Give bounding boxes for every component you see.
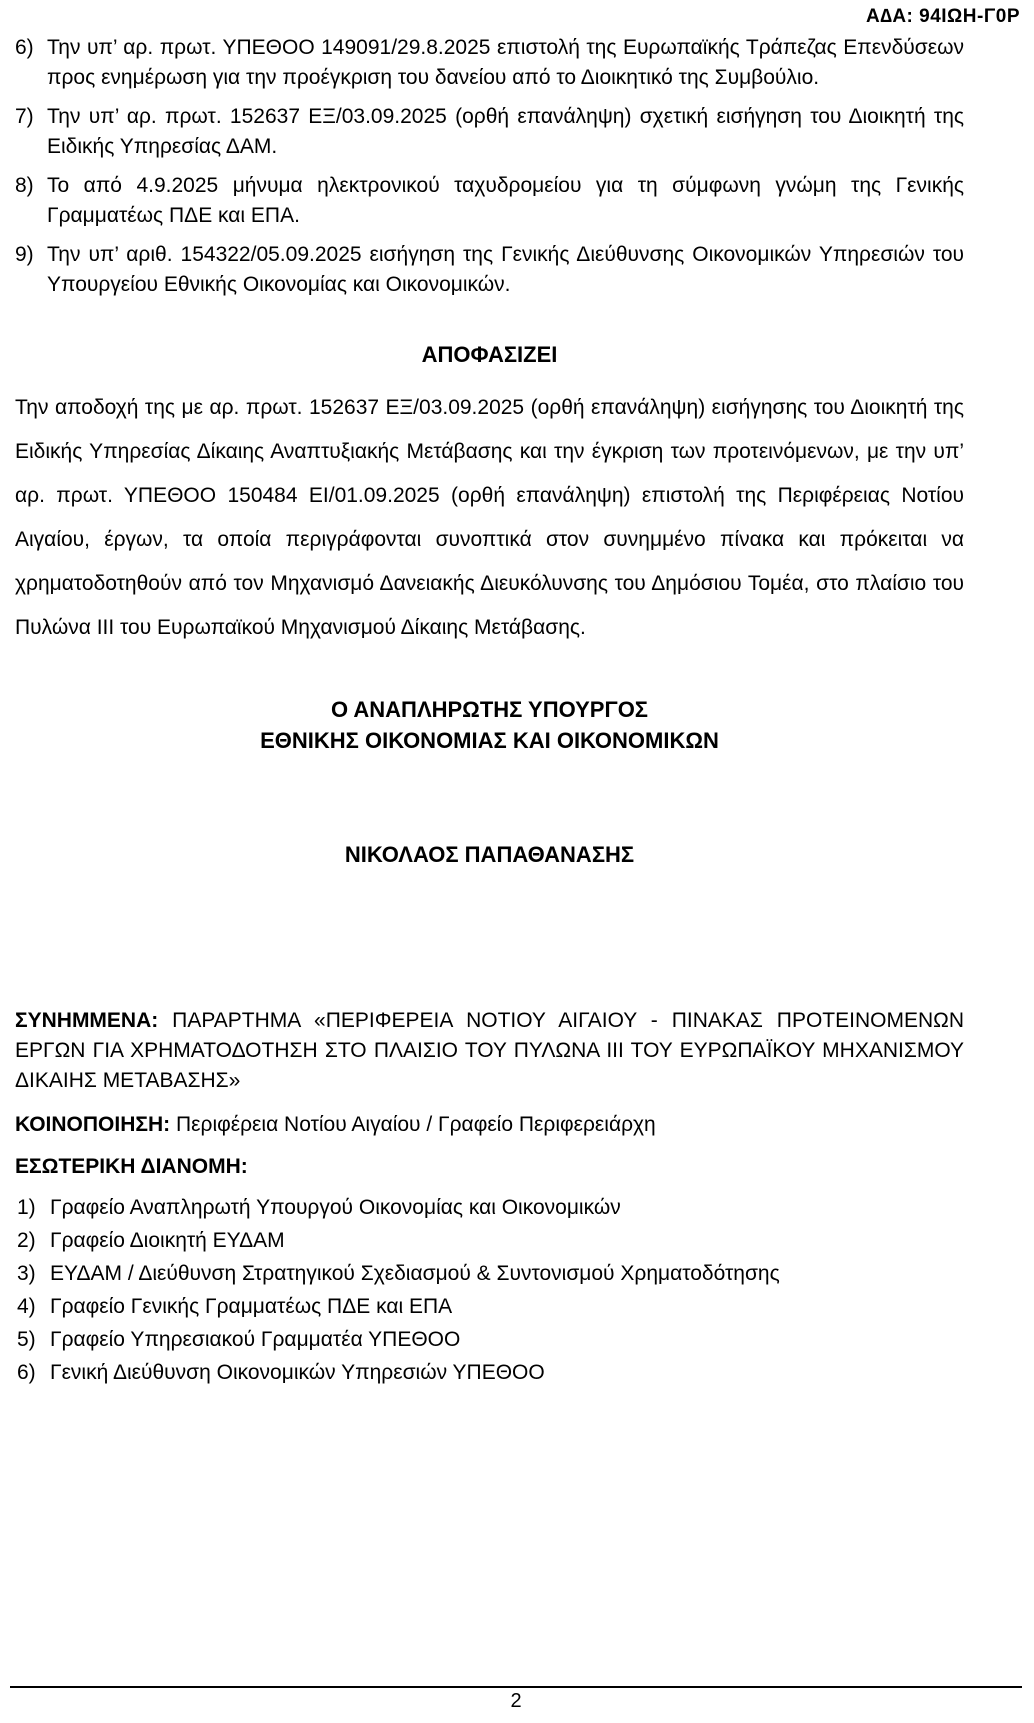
attachments-text: ΠΑΡΑΡΤΗΜΑ «ΠΕΡΙΦΕΡΕΙΑ ΝΟΤΙΟΥ ΑΙΓΑΙΟΥ - ΠΙΝΑΚΑΣ ΠΡΟΤΕΙΝΟΜΕΝΩΝ ΕΡΓΩΝ ΓΙΑ ΧΡΗΜΑΤΟΔΟΤΗΣΗ ΣΤΟ ΠΛΑΙΣΙΟ ΤΟΥ ΠΥΛΩΝΑ ΙΙΙ ΤΟΥ ΕΥΡΩΠΑΪΚΟΥ ΜΗΧΑΝΙΣΜΟΥ ΔΙΚΑΙΗΣ ΜΕΤΑΒΑΣΗΣ» <box>15 1009 964 1092</box>
internal-distribution-heading: ΕΣΩΤΕΡΙΚΗ ΔΙΑΝΟΜΗ: <box>15 1155 248 1178</box>
minister-title-line1: Ο ΑΝΑΠΛΗΡΩΤΗΣ ΥΠΟΥΡΓΟΣ <box>330 697 649 722</box>
distribution-item-text: Γραφείο Γενικής Γραμματέως ΠΔΕ και ΕΠΑ <box>50 1295 453 1318</box>
reference-item-number: 9) <box>15 243 34 266</box>
reference-item-7 <box>15 102 964 162</box>
distribution-item-number: 2) <box>17 1229 36 1252</box>
distribution-item-text: Γραφείο Διοικητή ΕΥΔΑΜ <box>50 1229 285 1252</box>
reference-item-number: 8) <box>15 174 34 197</box>
distribution-item-text: Γραφείο Αναπληρωτή Υπουργού Οικονομίας και Οικονομικών <box>50 1196 621 1219</box>
decision-body: Την αποδοχή της με αρ. πρωτ. 152637 ΕΞ/03.09.2025 (ορθή επανάληψη) εισήγησης του Διοικητή της Ειδικής Υπηρεσίας Δίκαιης Αναπτυξιακής Μετάβασης και την έγκριση των προτεινόμενων, με την υπ’ αρ. πρωτ. ΥΠΕΘΟΟ 150484 ΕΙ/01.09.2025 (ορθή επανάληψη) επιστολή της Περιφέρειας Νοτίου Αιγαίου, έργων, τα οποία περιγράφονται συνοπτικά στον συνημμένο πίνακα και πρόκειται να χρηματοδοτηθούν από τον Μηχανισμό Δανειακής Διευκόλυνσης του Δημόσιου Τομέα, στο πλαίσιο του Πυλώνα ΙΙΙ του Ευρωπαϊκού Μηχανισμού Δίκαιης Μετάβασης. <box>15 396 964 639</box>
document-content <box>15 0 964 1389</box>
distribution-item-2 <box>15 1224 964 1257</box>
reference-item-text: Την υπ’ αρ. πρωτ. 152637 ΕΞ/03.09.2025 (ορθή επανάληψη) σχετική εισήγηση του Διοικητή της Ειδικής Υπηρεσίας ΔΑΜ. <box>47 105 964 158</box>
page-footer <box>10 1686 1022 1713</box>
distribution-item-text: ΕΥΔΑΜ / Διεύθυνση Στρατηγικού Σχεδιασμού & Συντονισμού Χρηματοδότησης <box>50 1262 780 1285</box>
distribution-item-number: 1) <box>17 1196 36 1219</box>
distribution-item-number: 4) <box>17 1295 36 1318</box>
distribution-item-text: Γραφείο Υπηρεσιακού Γραμματέα ΥΠΕΘΟΟ <box>50 1328 461 1351</box>
reference-item-6 <box>15 33 964 93</box>
reference-item-8 <box>15 171 964 231</box>
distribution-item-3 <box>15 1257 964 1290</box>
minister-title <box>15 694 964 756</box>
distribution-item-number: 5) <box>17 1328 36 1351</box>
notification-label: ΚΟΙΝΟΠΟΙΗΣΗ: <box>15 1113 171 1136</box>
distribution-item-5 <box>15 1323 964 1356</box>
attachments-label: ΣΥΝΗΜΜΕΝΑ: <box>15 1009 159 1032</box>
minister-name: ΝΙΚΟΛΑΟΣ ΠΑΠΑΘΑΝΑΣΗΣ <box>344 842 635 867</box>
notification-text: Περιφέρεια Νοτίου Αιγαίου / Γραφείο Περιφερειάρχη <box>175 1113 656 1136</box>
reference-item-text: Την υπ’ αρ. πρωτ. ΥΠΕΘΟΟ 149091/29.8.2025 επιστολή της Ευρωπαϊκής Τράπεζας Επενδύσεων προς ενημέρωση για την προέγκριση του δανείου από το Διοικητικό της Συμβούλιο. <box>47 36 964 89</box>
reference-list <box>15 0 964 300</box>
reference-item-9 <box>15 240 964 300</box>
distribution-item-number: 3) <box>17 1262 36 1285</box>
ada-code: Α∆Α: 94ΙΩΗ-Γ0Ρ <box>865 6 1020 27</box>
internal-distribution-list <box>15 1191 964 1389</box>
distribution-item-1 <box>15 1191 964 1224</box>
reference-item-number: 7) <box>15 105 34 128</box>
distribution-item-4 <box>15 1290 964 1323</box>
reference-item-text: Το από 4.9.2025 μήνυμα ηλεκτρονικού ταχυδρομείου για τη σύμφωνη γνώμη της Γενικής Γραμματέως ΠΔΕ και ΕΠΑ. <box>47 174 964 227</box>
distribution-item-number: 6) <box>17 1361 36 1384</box>
minister-title-line2: ΕΘΝΙΚΗΣ ΟΙΚΟΝΟΜΙΑΣ ΚΑΙ ΟΙΚΟΝΟΜΙΚΩΝ <box>260 728 719 753</box>
decision-heading: ΑΠΟΦΑΣΙΖΕΙ <box>421 342 558 367</box>
distribution-item-text: Γενική Διεύθυνση Οικονομικών Υπηρεσιών ΥΠΕΘΟΟ <box>50 1361 545 1384</box>
reference-item-text: Την υπ’ αριθ. 154322/05.09.2025 εισήγηση της Γενικής Διεύθυνσης Οικονομικών Υπηρεσιών του Υπουργείου Εθνικής Οικονομίας και Οικονομικών. <box>47 243 964 296</box>
reference-item-number: 6) <box>15 36 34 59</box>
notification-line <box>15 1110 964 1140</box>
attachments-paragraph <box>15 1006 964 1096</box>
page-number: 2 <box>510 1690 522 1712</box>
distribution-item-6 <box>15 1356 964 1389</box>
